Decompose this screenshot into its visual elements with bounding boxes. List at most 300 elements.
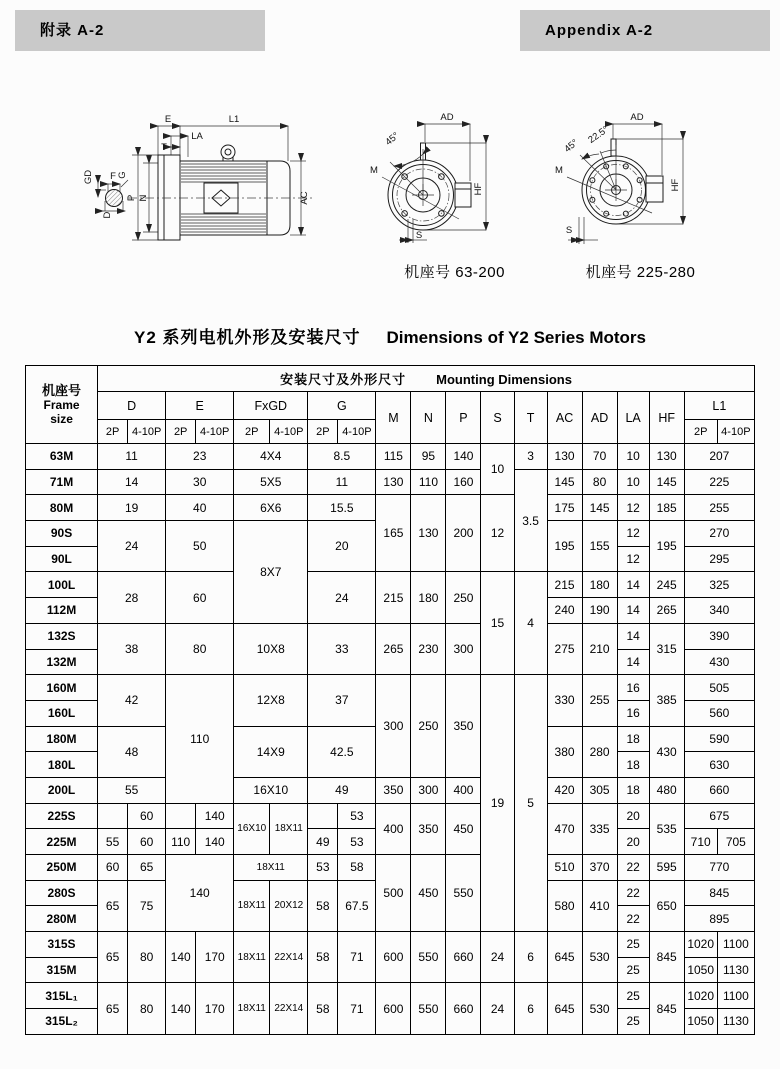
dimension-value-cell: 430 [649,726,684,777]
dimension-value-cell: 380 [547,726,582,777]
dimension-value-cell: 18 [617,777,649,803]
dimension-value-cell: 14 [98,469,166,495]
dimension-value-cell: 11 [98,444,166,470]
dimension-value-cell: 245 [649,572,684,598]
mounting-header-en: Mounting Dimensions [436,372,572,387]
dimension-value-cell: 24 [481,983,514,1034]
dimension-value-cell: 4 [514,572,547,675]
caption-frame-225-280: 机座号 225-280 [585,264,696,281]
dimension-value-cell: 65 [98,880,128,931]
dimension-value-cell: 16 [617,675,649,701]
dimension-value-cell: 37 [308,675,376,726]
dimension-value-cell: 25 [617,983,649,1009]
dimension-value-cell: 350 [376,777,411,803]
dimension-value-cell: 80 [166,623,234,674]
dimension-value-cell: 130 [411,495,446,572]
dimension-value-cell: 24 [308,572,376,623]
table-row [26,855,755,881]
dimension-value-cell: 58 [308,932,338,983]
table-header [26,366,755,444]
frame-size-cell: 180M [26,726,98,752]
col-header-LA: LA [617,392,649,444]
frame-size-cell: 132S [26,623,98,649]
sub-header-D-2P: 2P [98,420,128,444]
dimension-label: F [110,171,116,182]
frame-size-cell: 90S [26,521,98,547]
frame-size-cell: 200L [26,777,98,803]
dimension-value-cell: 4X4 [234,444,308,470]
dimension-value-cell: 20X12 [270,880,308,931]
appendix-badge-en: Appendix A-2 [520,10,770,51]
table-row [26,675,755,701]
dimension-value-cell: 600 [376,983,411,1034]
dimension-value-cell: 140 [196,829,234,855]
dimension-value-cell: 350 [411,803,446,854]
mounting-header-zh: 安装尺寸及外形尺寸 [280,372,407,387]
dimension-value-cell: 265 [376,623,411,674]
dimension-value-cell: 530 [582,983,617,1034]
dimension-value-cell: 180 [411,572,446,623]
dimension-value-cell: 30 [166,469,234,495]
dimension-value-cell: 49 [308,777,376,803]
eyebolt-icon [221,145,235,159]
dimension-value-cell: 33 [308,623,376,674]
dimension-value-cell: 55 [98,777,166,803]
dimension-value-cell: 630 [684,752,754,778]
dimension-value-cell: 710 [684,829,717,855]
motor-side-view-figure [58,97,358,265]
dimension-value-cell: 250 [446,572,481,623]
dimension-value-cell: 42.5 [308,726,376,777]
frame-size-cell: 100L [26,572,98,598]
dimension-value-cell [308,803,338,829]
dimension-value-cell: 480 [649,777,684,803]
dimension-value-cell: 6 [514,983,547,1034]
dimension-value-cell: 170 [196,983,234,1034]
frame-size-cell: 315L₁ [26,983,98,1009]
dimension-label: N [138,194,149,202]
frame-size-cell: 112M [26,598,98,624]
dimension-value-cell: 400 [446,777,481,803]
dimension-value-cell: 71 [338,932,376,983]
dimension-value-cell: 270 [684,521,754,547]
dimension-value-cell: 470 [547,803,582,854]
dimension-value-cell: 550 [411,983,446,1034]
frame-size-header [26,366,98,444]
dimension-value-cell: 280 [582,726,617,777]
frame-size-header-en2: size [50,411,73,426]
dimension-label: D [102,211,113,219]
dimension-value-cell: 15.5 [308,495,376,521]
mounting-dimensions-header [98,366,755,392]
col-header-D: D [98,392,166,420]
dimension-value-cell: 22X14 [270,983,308,1034]
dimension-value-cell: 130 [649,444,684,470]
dimension-value-cell: 14 [617,623,649,649]
dimension-value-cell: 15 [481,572,514,675]
dimension-value-cell: 660 [446,983,481,1034]
dimension-value-cell: 510 [547,855,582,881]
dimension-value-cell: 23 [166,444,234,470]
dimension-value-cell: 20 [308,521,376,572]
dimension-value-cell: 215 [547,572,582,598]
dimension-value-cell: 67.5 [338,880,376,931]
dimension-value-cell: 53 [308,855,338,881]
dimension-value-cell: 18X11 [234,983,270,1034]
appendix-badge-zh: 附录 A-2 [15,10,265,51]
dimension-value-cell: 385 [649,675,684,726]
dimension-value-cell: 305 [582,777,617,803]
dimension-label: E [164,114,172,125]
dimension-value-cell: 65 [128,855,166,881]
dimension-label: 45° [562,137,581,155]
dimension-value-cell: 16 [617,700,649,726]
dimension-value-cell: 145 [649,469,684,495]
dimension-value-cell: 350 [446,675,481,778]
dimension-value-cell: 335 [582,803,617,854]
dimension-value-cell [98,803,128,829]
sub-header-F-2P: 2P [234,420,270,444]
shaft-section [106,190,123,207]
dimension-value-cell: 450 [411,855,446,932]
frame-size-cell: 80M [26,495,98,521]
dimension-value-cell: 49 [308,829,338,855]
dimension-value-cell: 80 [128,983,166,1034]
dimension-value-cell: 19 [98,495,166,521]
frame-size-cell: 132M [26,649,98,675]
table-row [26,932,755,958]
table-row [26,983,755,1009]
dimension-value-cell: 660 [446,932,481,983]
dimension-value-cell: 24 [98,521,166,572]
dimension-label: M [370,165,378,176]
sub-header-L1-410P: 4-10P [717,420,754,444]
table-row [26,623,755,649]
dimension-value-cell: 18X11 [234,932,270,983]
dimension-value-cell: 895 [684,906,754,932]
table-row [26,777,755,803]
lifting-stud [611,139,616,156]
dimension-value-cell: 390 [684,623,754,649]
table-row [26,495,755,521]
dimension-value-cell: 530 [582,932,617,983]
dimension-value-cell: 14 [617,649,649,675]
frame-size-cell: 90L [26,546,98,572]
dimension-value-cell: 580 [547,880,582,931]
dimension-value-cell: 300 [446,623,481,674]
dimension-value-cell: 60 [98,855,128,881]
frame-size-header-en1: Frame [43,397,80,412]
dimension-value-cell: 48 [98,726,166,777]
dimension-value-cell: 140 [196,803,234,829]
dimension-label: LA [191,131,203,142]
sub-header-G-2P: 2P [308,420,338,444]
dimension-value-cell: 300 [411,777,446,803]
dimension-value-cell: 325 [684,572,754,598]
dimension-value-cell: 240 [547,598,582,624]
dimension-value-cell: 25 [617,932,649,958]
dimension-value-cell [166,803,196,829]
terminal-box [646,176,663,202]
col-header-S: S [481,392,514,444]
dimension-value-cell: 20 [617,829,649,855]
dimension-value-cell: 19 [481,675,514,932]
dimension-value-cell: 195 [649,521,684,572]
dimension-value-cell: 110 [166,675,234,803]
dimension-value-cell: 595 [649,855,684,881]
motor-end-view-small-figure [355,97,555,265]
dimension-value-cell: 210 [582,623,617,674]
dimension-value-cell: 42 [98,675,166,726]
col-header-P: P [446,392,481,444]
page-title-zh: Y2 系列电机外形及安装尺寸 [133,328,361,347]
page-title-en: Dimensions of Y2 Series Motors [386,328,646,347]
dimension-value-cell: 14 [617,598,649,624]
dimension-value-cell: 25 [617,957,649,983]
dimension-value-cell: 170 [196,932,234,983]
dimension-value-cell: 500 [376,855,411,932]
frame-size-cell: 250M [26,855,98,881]
dimension-value-cell: 16X10 [234,777,308,803]
sub-header-G-410P: 4-10P [338,420,376,444]
dimension-value-cell: 160 [446,469,481,495]
flange [158,155,180,240]
dimension-value-cell: 12X8 [234,675,308,726]
dimension-value-cell: 28 [98,572,166,623]
sub-header-D-410P: 4-10P [128,420,166,444]
dimension-value-cell: 20 [617,803,649,829]
dimension-value-cell: 14 [617,572,649,598]
motor-end-view-large-figure [540,97,755,265]
dimension-value-cell: 10X8 [234,623,308,674]
dimension-value-cell: 250 [411,675,446,778]
dimension-value-cell: 65 [98,983,128,1034]
dimension-label: HF [473,182,484,196]
dimension-value-cell: 675 [684,803,754,829]
dimension-value-cell: 1050 [684,957,717,983]
col-header-E: E [166,392,234,420]
dimension-value-cell: 1020 [684,932,717,958]
dimension-value-cell: 275 [547,623,582,674]
dimension-value-cell: 55 [98,829,128,855]
dimension-value-cell: 70 [582,444,617,470]
dimension-value-cell: 12 [617,521,649,547]
dimension-value-cell: 770 [684,855,754,881]
dimension-value-cell: 58 [308,880,338,931]
dimension-value-cell: 18 [617,752,649,778]
dimension-value-cell: 80 [582,469,617,495]
dimension-value-cell: 1100 [717,983,754,1009]
dimension-value-cell: 1130 [717,957,754,983]
dimension-value-cell: 145 [582,495,617,521]
dimension-label: GD [83,169,94,185]
dimension-value-cell: 645 [547,932,582,983]
dimension-value-cell: 140 [166,983,196,1034]
dimension-value-cell: 3.5 [514,469,547,572]
dimension-value-cell: 140 [166,932,196,983]
dimension-value-cell: 340 [684,598,754,624]
table-row [26,469,755,495]
dimension-value-cell: 195 [547,521,582,572]
dimension-value-cell: 315 [649,623,684,674]
col-header-FxGD: FxGD [234,392,308,420]
dimension-value-cell: 130 [547,444,582,470]
dimension-value-cell: 58 [338,855,376,881]
dimension-value-cell: 155 [582,521,617,572]
col-header-AC: AC [547,392,582,444]
dimension-value-cell: 18X11 [234,880,270,931]
dimension-label: L1 [228,114,240,125]
dimension-value-cell: 207 [684,444,754,470]
dimension-label: G [117,171,128,179]
dimension-value-cell: 6X6 [234,495,308,521]
frame-size-cell: 160L [26,700,98,726]
col-header-T: T [514,392,547,444]
dimensions-table [25,365,755,1035]
dimension-value-cell: 165 [376,495,411,572]
dimension-value-cell: 110 [166,829,196,855]
dimension-value-cell: 180 [582,572,617,598]
dimension-value-cell: 845 [684,880,754,906]
dimension-value-cell: 50 [166,521,234,572]
dimension-value-cell: 330 [547,675,582,726]
frame-size-cell: 280M [26,906,98,932]
end-view-63-200-drawing [355,97,555,265]
dimension-value-cell: 6 [514,932,547,983]
dimension-value-cell: 420 [547,777,582,803]
dimension-value-cell: 5 [514,675,547,932]
dimension-value-cell: 110 [411,469,446,495]
dimension-value-cell: 185 [649,495,684,521]
sub-header-F-410P: 4-10P [270,420,308,444]
dimension-value-cell: 450 [446,803,481,854]
dimensions-table-body [26,444,755,1035]
dimension-label: AC [299,191,310,205]
dimension-value-cell: 60 [128,803,166,829]
table-row [26,572,755,598]
dimension-value-cell: 295 [684,546,754,572]
frame-size-cell: 225S [26,803,98,829]
dimension-value-cell: 10 [481,444,514,495]
dimension-value-cell: 140 [166,855,234,932]
dimension-value-cell: 22X14 [270,932,308,983]
dimension-value-cell: 16X10 [234,803,270,854]
table-row [26,803,755,829]
dimension-value-cell: 18X11 [270,803,308,854]
dimension-value-cell: 200 [446,495,481,572]
dimension-value-cell: 3 [514,444,547,470]
dimension-value-cell: 215 [376,572,411,623]
dimension-value-cell: 140 [446,444,481,470]
dimension-value-cell: 10 [617,444,649,470]
dimension-value-cell: 1050 [684,1009,717,1035]
dimension-value-cell: 14X9 [234,726,308,777]
dimension-label: S [565,225,573,236]
dimension-label: 45° [383,130,402,148]
dimension-value-cell: 560 [684,700,754,726]
dimension-value-cell: 300 [376,675,411,778]
dimension-value-cell: 25 [617,1009,649,1035]
table-row [26,444,755,470]
dimension-value-cell: 550 [446,855,481,932]
dimension-value-cell: 18 [617,726,649,752]
dimension-value-cell: 705 [717,829,754,855]
col-header-G: G [308,392,376,420]
dimension-value-cell: 230 [411,623,446,674]
page-title [0,323,780,348]
frame-size-header-zh: 机座号 [42,382,82,398]
dimension-value-cell: 175 [547,495,582,521]
dimension-value-cell: 75 [128,880,166,931]
dimension-value-cell: 12 [617,546,649,572]
frame-size-cell: 180L [26,752,98,778]
dimension-value-cell: 645 [547,983,582,1034]
dimension-label: HF [670,178,681,192]
dimension-value-cell: 265 [649,598,684,624]
frame-size-cell: 280S [26,880,98,906]
col-header-HF: HF [649,392,684,444]
dimension-value-cell: 65 [98,932,128,983]
frame-size-cell: 71M [26,469,98,495]
dimension-value-cell: 60 [166,572,234,623]
dimension-value-cell: 410 [582,880,617,931]
col-header-L1: L1 [684,392,754,420]
dimension-value-cell: 71 [338,983,376,1034]
dimension-value-cell: 53 [338,829,376,855]
sub-header-L1-2P: 2P [684,420,717,444]
dimension-value-cell: 1100 [717,932,754,958]
dimension-value-cell: 12 [617,495,649,521]
dimension-value-cell: 22 [617,880,649,906]
sub-header-E-2P: 2P [166,420,196,444]
dimension-value-cell: 22 [617,855,649,881]
dimension-value-cell: 590 [684,726,754,752]
dimension-value-cell: 650 [649,880,684,931]
dimension-value-cell: 660 [684,777,754,803]
dimension-value-cell: 845 [649,932,684,983]
dimension-value-cell: 18X11 [234,855,308,881]
dimension-value-cell: 38 [98,623,166,674]
dimension-label: AD [630,112,644,123]
col-header-M: M [376,392,411,444]
dimension-label: AD [440,112,454,123]
frame-size-cell: 160M [26,675,98,701]
dimension-value-cell: 845 [649,983,684,1034]
dimension-value-cell: 1020 [684,983,717,1009]
dimension-label: S [415,230,423,241]
dimension-label: T [161,142,167,153]
dimension-value-cell: 430 [684,649,754,675]
dimension-value-cell: 255 [684,495,754,521]
dimension-value-cell: 115 [376,444,411,470]
dimension-value-cell: 400 [376,803,411,854]
col-header-N: N [411,392,446,444]
dimension-value-cell: 5X5 [234,469,308,495]
s-dimension [565,217,598,244]
dimension-value-cell: 12 [481,495,514,572]
sub-header-E-410P: 4-10P [196,420,234,444]
dimension-value-cell: 80 [128,932,166,983]
col-header-AD: AD [582,392,617,444]
frame-size-cell: 225M [26,829,98,855]
frame-size-cell: 315S [26,932,98,958]
dimension-value-cell: 8X7 [234,521,308,624]
dimension-value-cell: 145 [547,469,582,495]
caption-frame-63-200: 机座号 63-200 [404,264,505,281]
dimension-value-cell: 255 [582,675,617,726]
dimension-value-cell: 40 [166,495,234,521]
dimension-label: M [555,165,563,176]
